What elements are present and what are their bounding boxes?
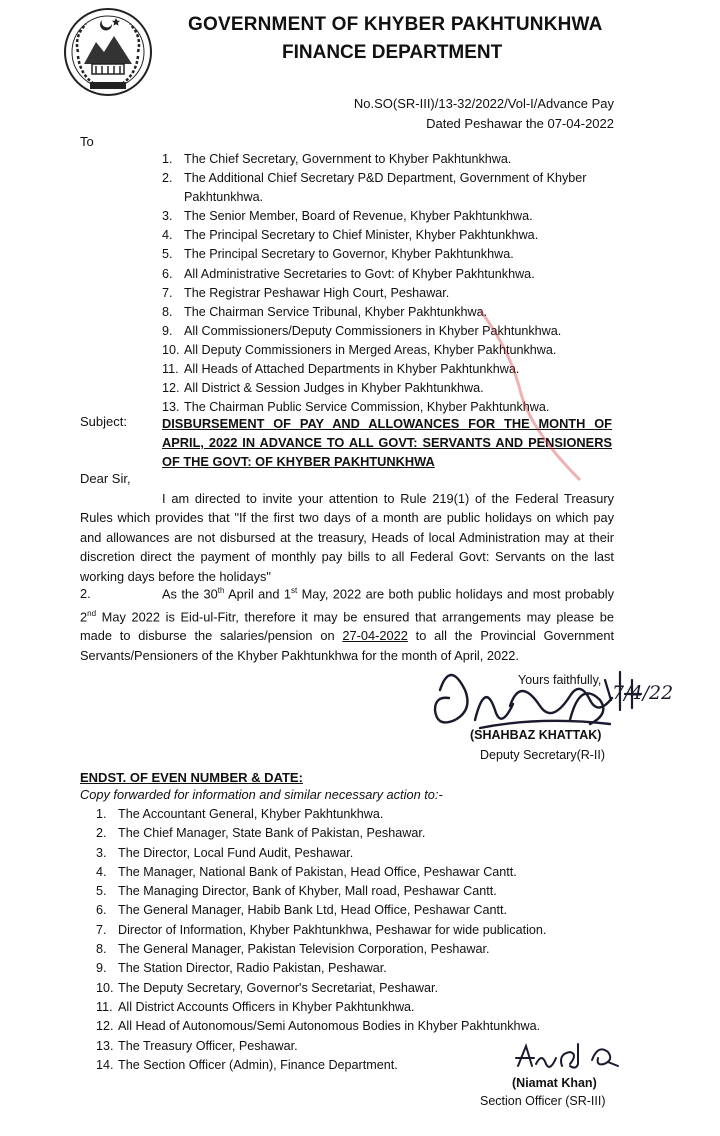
paragraph-2-part: April and 1 bbox=[224, 586, 291, 602]
copy-recipient-number: 10. bbox=[96, 980, 114, 995]
copy-recipient-number: 12. bbox=[96, 1019, 114, 1034]
paragraph-2-part: May 2022 is Eid-ul-Fitr, therefore it may be ensured that arrangements may please be made to disburse the salaries/pension on bbox=[80, 608, 614, 644]
paragraph-2-part: As the 30 bbox=[162, 586, 218, 602]
copy-recipient-number: 7. bbox=[96, 922, 107, 937]
copy-recipient-item bbox=[96, 844, 616, 863]
addressee-number: 13. bbox=[162, 400, 180, 415]
copy-recipient-text: The Accountant General, Khyber Pakhtunkhwa. bbox=[118, 807, 384, 821]
header-title: GOVERNMENT OF KHYBER PAKHTUNKHWA bbox=[188, 14, 603, 35]
addressee-number: 9. bbox=[162, 323, 173, 338]
disbursement-date: 27-04-2022 bbox=[342, 628, 408, 644]
copy-recipient-text: All Head of Autonomous/Semi Autonomous Bodies in Khyber Pakhtunkhwa. bbox=[118, 1019, 541, 1034]
copy-recipient-text: All District Accounts Officers in Khyber Pakhtunkhwa. bbox=[118, 999, 415, 1014]
reference-block bbox=[354, 94, 614, 134]
addressee-text: All Heads of Attached Departments in Khyber Pakhtunkhwa. bbox=[184, 362, 520, 377]
copy-recipient-text: The Director, Local Fund Audit, Peshawar. bbox=[118, 845, 354, 860]
addressee-number: 1. bbox=[162, 152, 173, 166]
copy-forwarded-line: Copy forwarded for information and similar necessary action to:- bbox=[80, 787, 443, 802]
copy-recipient-text: The Manager, National Bank of Pakistan, Head Office, Peshawar Cantt. bbox=[118, 864, 517, 879]
salutation: Dear Sir, bbox=[80, 471, 131, 486]
copy-recipient-text: The Deputy Secretary, Governor's Secretariat, Peshawar. bbox=[118, 980, 438, 995]
copy-recipient-text: The Managing Director, Bank of Khyber, Mall road, Peshawar Cantt. bbox=[118, 884, 497, 899]
copy-recipient-number: 3. bbox=[96, 845, 107, 860]
signatory-name: (SHAHBAZ KHATTAK) bbox=[470, 728, 602, 742]
addressee-text: The Registrar Peshawar High Court, Peshawar. bbox=[184, 285, 450, 300]
addressee-number: 5. bbox=[162, 247, 173, 262]
addressee-text: The Principal Secretary to Governor, Khyber Pakhtunkhwa. bbox=[184, 247, 514, 262]
copy-recipient-item bbox=[96, 998, 616, 1017]
watermark-mark bbox=[470, 300, 590, 490]
paragraph-1 bbox=[80, 489, 614, 586]
copy-recipient-item bbox=[96, 882, 616, 901]
copy-recipient-text: The General Manager, Pakistan Television Corporation, Peshawar. bbox=[118, 942, 490, 957]
copy-recipient-number: 5. bbox=[96, 884, 107, 899]
signatory-2-designation: Section Officer (SR-III) bbox=[480, 1094, 606, 1108]
addressee-text: The Additional Chief Secretary P&D Department, Government of Khyber bbox=[184, 171, 587, 186]
addressee-item bbox=[162, 207, 632, 226]
addressee-text: All Commissioners/Deputy Commissioners in Khyber Pakhtunkhwa. bbox=[184, 323, 562, 338]
copy-recipient-text: The Treasury Officer, Peshawar. bbox=[118, 1038, 298, 1053]
paragraph-2-part: to all the Provincial Government Servants/Pensioners of the Khyber Pakhtunkhwa for the month of April, 2022. bbox=[80, 628, 615, 663]
addressee-text: The Chief Secretary, Government to Khyber Pakhtunkhwa. bbox=[184, 152, 512, 166]
copy-recipient-item bbox=[96, 921, 616, 940]
addressee-text: The Principal Secretary to Chief Minister, Khyber Pakhtunkhwa. bbox=[184, 228, 539, 243]
copy-recipient-text: The Chief Manager, State Bank of Pakistan, Peshawar. bbox=[118, 826, 426, 841]
header-department: FINANCE DEPARTMENT bbox=[282, 42, 503, 63]
to-label: To bbox=[80, 134, 94, 149]
copy-recipient-item bbox=[96, 1017, 616, 1036]
signature-scribble bbox=[420, 650, 720, 760]
endorsement-title: ENDST. OF EVEN NUMBER & DATE: bbox=[80, 770, 303, 785]
copy-recipient-number: 11. bbox=[96, 999, 113, 1014]
reference-date: Dated Peshawar the 07-04-2022 bbox=[426, 116, 614, 131]
paragraph-2-part: May, 2022 are both public holidays and most probably 2 bbox=[80, 586, 614, 624]
addressee-number: 12. bbox=[162, 381, 180, 396]
handwritten-date: 7/4/22 bbox=[612, 682, 674, 704]
addressee-text: The Senior Member, Board of Revenue, Khyber Pakhtunkhwa. bbox=[184, 209, 533, 224]
addressee-number: 7. bbox=[162, 285, 173, 300]
copy-recipient-item bbox=[96, 959, 616, 978]
copy-recipient-number: 8. bbox=[96, 942, 107, 957]
addressee-item bbox=[162, 169, 632, 207]
addressee-item bbox=[162, 226, 632, 245]
addressee-text: All Deputy Commissioners in Merged Areas, Khyber Pakhtunkhwa. bbox=[184, 342, 557, 357]
subject-label: Subject: bbox=[80, 414, 127, 429]
closing: Yours faithfully, bbox=[518, 673, 602, 687]
copy-recipient-item bbox=[96, 901, 616, 920]
reference-number: No.SO(SR-III)/13-32/2022/Vol-I/Advance Pay bbox=[353, 96, 614, 111]
copy-recipient-number: 4. bbox=[96, 864, 107, 879]
copy-recipient-item bbox=[96, 824, 616, 843]
addressee-number: 10. bbox=[162, 342, 180, 357]
copy-recipient-number: 13. bbox=[96, 1038, 114, 1053]
addressee-text: All Administrative Secretaries to Govt: of Khyber Pakhtunkhwa. bbox=[184, 266, 535, 281]
signature-2-scribble bbox=[512, 1036, 632, 1076]
addressee-text-continued: Pakhtunkhwa. bbox=[184, 190, 264, 205]
addressee-number: 8. bbox=[162, 304, 173, 319]
addressee-item bbox=[162, 265, 632, 284]
copy-recipient-number: 2. bbox=[96, 826, 107, 841]
superscript: nd bbox=[87, 608, 97, 618]
kp-government-seal-icon bbox=[62, 6, 154, 98]
subject-text: DISBURSEMENT OF PAY AND ALLOWANCES FOR THE MONTH OF APRIL, 2022 IN ADVANCE TO ALL GOVT: SERVANTS AND PENSIONERS OF THE GOVT: OF KHYBER PAKHTUNKHWA bbox=[162, 416, 612, 469]
copy-recipient-item bbox=[96, 940, 616, 959]
addressee-text: The Chairman Service Tribunal, Khyber Pakhtunkhwa. bbox=[184, 304, 488, 319]
superscript: th bbox=[217, 586, 225, 595]
addressee-text: The Chairman Public Service Commission, Khyber Pakhtunkhwa. bbox=[184, 400, 550, 415]
copy-recipient-number: 1. bbox=[96, 807, 107, 821]
copy-recipient-item bbox=[96, 979, 616, 998]
addressee-number: 11. bbox=[162, 362, 179, 377]
copy-recipient-item bbox=[96, 863, 616, 882]
addressee-number: 3. bbox=[162, 209, 173, 224]
copy-recipient-number: 14. bbox=[96, 1057, 114, 1072]
signatory-2-name: (Niamat Khan) bbox=[512, 1076, 597, 1090]
superscript: st bbox=[290, 586, 298, 595]
addressee-number: 6. bbox=[162, 266, 173, 281]
addressee-number: 2. bbox=[162, 171, 173, 186]
signatory-designation: Deputy Secretary(R-II) bbox=[480, 748, 606, 762]
paragraph-2-number: 2. bbox=[80, 586, 91, 602]
copy-recipient-number: 9. bbox=[96, 961, 107, 976]
copy-recipient-text: The General Manager, Habib Bank Ltd, Head Office, Peshawar Cantt. bbox=[118, 903, 507, 918]
copy-recipient-item bbox=[96, 805, 616, 824]
copy-recipient-number: 6. bbox=[96, 903, 107, 918]
copy-recipient-text: The Station Director, Radio Pakistan, Peshawar. bbox=[118, 961, 387, 976]
paragraph-1-text: I am directed to invite your attention to Rule 219(1) of the Federal Treasury Rules which provides that "If the first two days of a month are public holidays on which pay and allowances are not disbursed at the treasury, Heads of local Administration may at their discretion direct the payment of monthly pay bills to all Federal Govt: Servants on the last working days before the holidays" bbox=[80, 491, 614, 584]
addressee-item bbox=[162, 245, 632, 264]
addressee-number: 4. bbox=[162, 228, 173, 243]
copy-recipient-list bbox=[96, 805, 616, 1075]
addressee-text: All District & Session Judges in Khyber Pakhtunkhwa. bbox=[184, 381, 484, 396]
copy-recipient-text: The Section Officer (Admin), Finance Department. bbox=[118, 1057, 398, 1072]
addressee-item bbox=[162, 150, 632, 169]
copy-recipient-text: Director of Information, Khyber Pakhtunkhwa, Peshawar for wide publication. bbox=[118, 922, 547, 937]
